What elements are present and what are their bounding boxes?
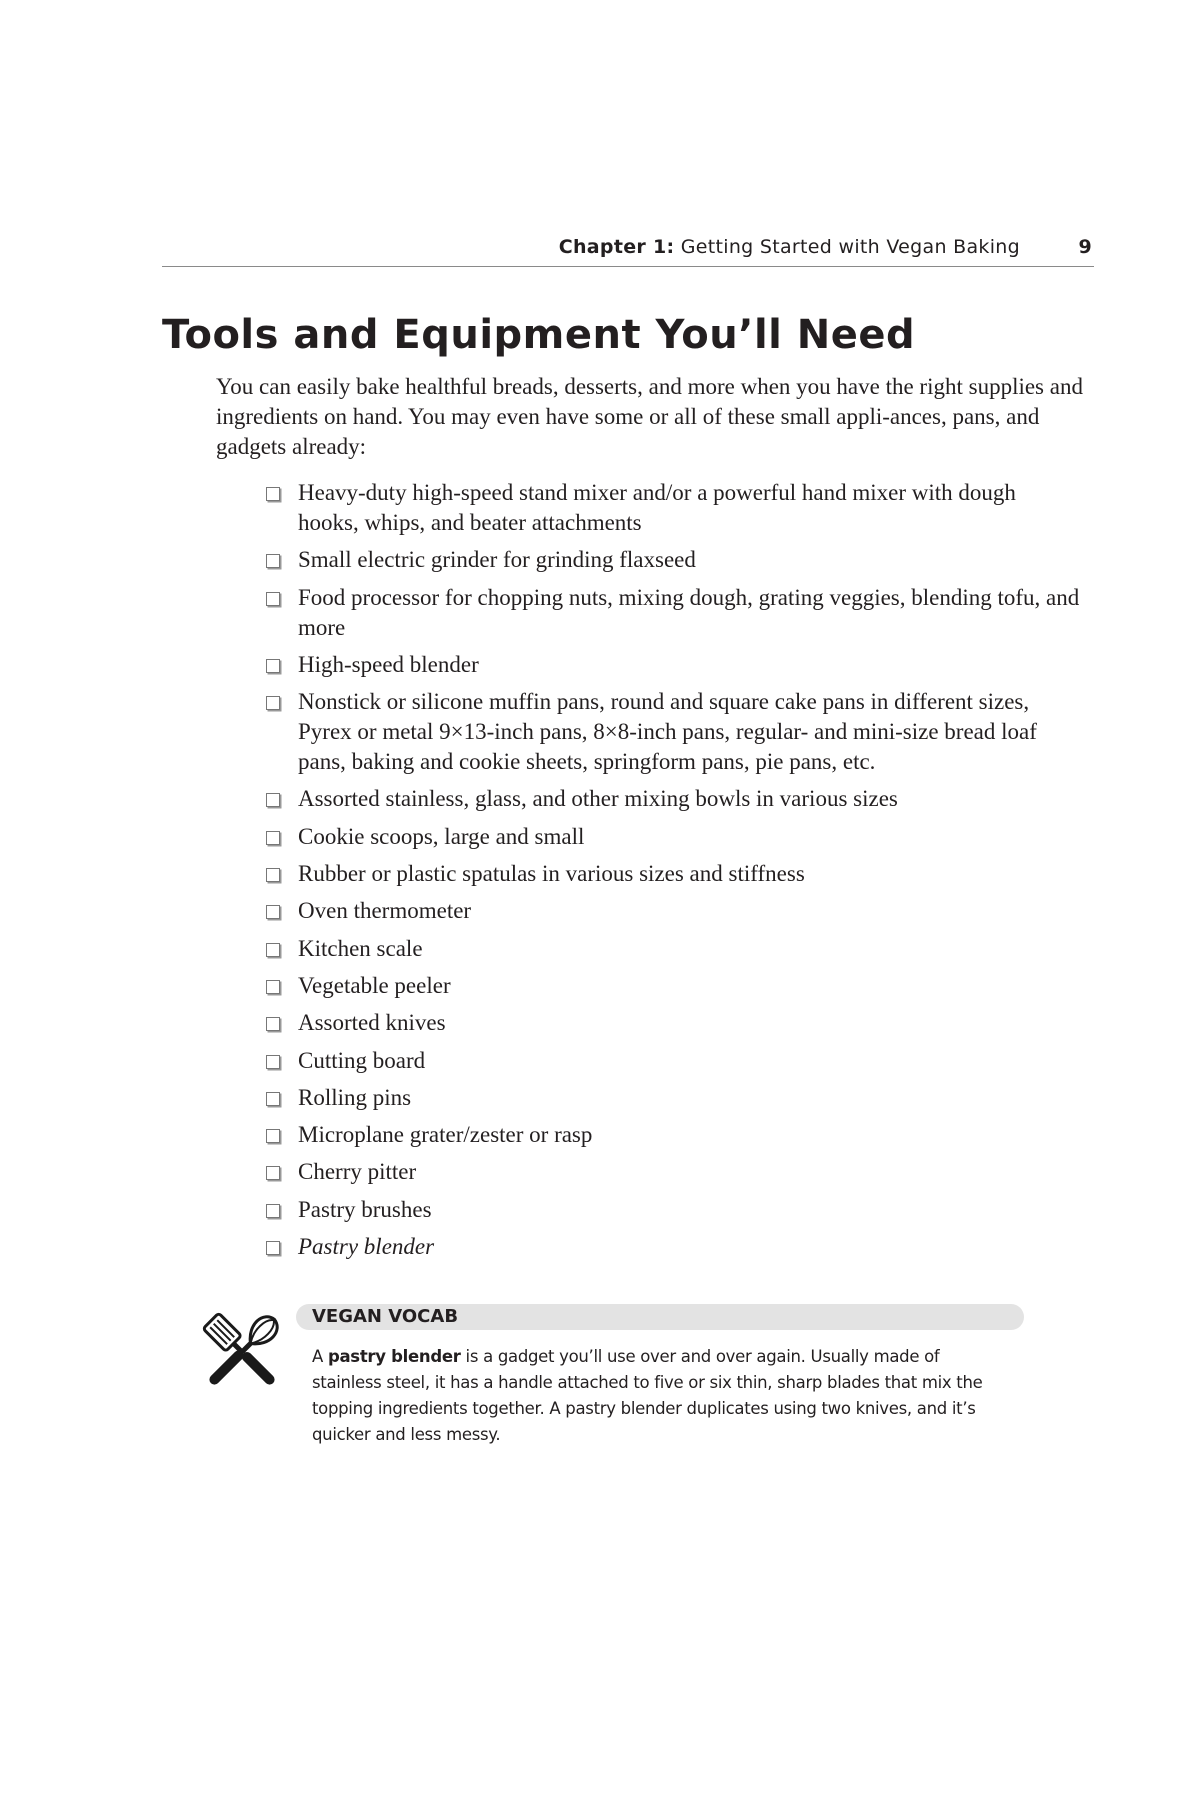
- running-head-text: [559, 236, 1020, 258]
- checkbox-icon: [266, 905, 280, 919]
- sidebar-body: [312, 1344, 1012, 1448]
- checkbox-icon: [266, 592, 280, 606]
- checkbox-icon: [266, 1129, 280, 1143]
- checkbox-icon: [266, 487, 280, 501]
- list-item-text: Vegetable peeler: [298, 972, 451, 998]
- checkbox-icon: [266, 1092, 280, 1106]
- list-item: [264, 896, 1082, 926]
- list-item-text: Rubber or plastic spatulas in various sizes and stiffness: [298, 861, 805, 887]
- checkbox-icon: [266, 868, 280, 882]
- spatula-whisk-icon: [196, 1310, 288, 1394]
- checkbox-icon: [266, 793, 280, 807]
- sidebar-body-rest: is a gadget you’ll use over and over again. Usually made of stainless steel, it has a handle attached to five or six thin, sharp blades that mix the topping ingredients together. A pastry blender duplicates using two knives, and it’s quicker and less messy.: [312, 1347, 983, 1444]
- intro-paragraph: You can easily bake healthful breads, desserts, and more when you have the right supplies and ingredients on hand. You may even have some or all of these small appli-ances, pans, and gadgets already:: [216, 374, 1083, 459]
- sidebar-term: pastry blender: [327, 1347, 461, 1366]
- list-item-text: Small electric grinder for grinding flaxseed: [298, 547, 696, 573]
- checkbox-icon: [266, 696, 280, 710]
- list-item: [264, 784, 1082, 814]
- list-item: [264, 687, 1082, 777]
- list-item-text: Assorted knives: [298, 1010, 446, 1036]
- list-item: [264, 650, 1082, 680]
- list-item-text: Pastry blender: [298, 1234, 435, 1260]
- checkbox-icon: [266, 943, 280, 957]
- list-item: [264, 583, 1082, 643]
- list-item-text: Kitchen scale: [298, 935, 423, 961]
- list-item: [264, 1008, 1082, 1038]
- list-item-text: Assorted stainless, glass, and other mixing bowls in various sizes: [298, 786, 898, 812]
- list-item-text: Oven thermometer: [298, 898, 472, 924]
- list-item: [264, 1232, 1082, 1262]
- checkbox-icon: [266, 1241, 280, 1255]
- checkbox-icon: [266, 659, 280, 673]
- chapter-label: Chapter 1:: [558, 236, 675, 258]
- list-item: [264, 971, 1082, 1001]
- list-item: [264, 1083, 1082, 1113]
- list-item: [264, 1157, 1082, 1187]
- list-item: [264, 545, 1082, 575]
- equipment-checklist: [264, 478, 1082, 1269]
- page-number: 9: [1078, 236, 1092, 258]
- list-item: [264, 859, 1082, 889]
- list-item-text: Heavy-duty high-speed stand mixer and/or a powerful hand mixer with dough hooks, whips, and beater attachments: [298, 480, 1016, 535]
- checkbox-icon: [266, 1017, 280, 1031]
- list-item-text: High-speed blender: [298, 651, 479, 677]
- checkbox-icon: [266, 1055, 280, 1069]
- list-item: [264, 934, 1082, 964]
- sidebar-title: VEGAN VOCAB: [312, 1306, 459, 1327]
- list-item-text: Cutting board: [298, 1047, 426, 1073]
- checkbox-icon: [266, 980, 280, 994]
- list-item-text: Microplane grater/zester or rasp: [298, 1122, 593, 1148]
- list-item: [264, 1120, 1082, 1150]
- sidebar-body-prefix: A: [312, 1347, 323, 1366]
- list-item: [264, 1046, 1082, 1076]
- list-item: [264, 1195, 1082, 1225]
- list-item: [264, 822, 1082, 852]
- list-item-text: Cherry pitter: [298, 1159, 417, 1185]
- list-item-text: Cookie scoops, large and small: [298, 823, 585, 849]
- section-title: Tools and Equipment You’ll Need: [162, 312, 916, 358]
- list-item-text: Food processor for chopping nuts, mixing dough, grating veggies, blending tofu, and more: [298, 584, 1080, 640]
- running-head: [162, 234, 1094, 267]
- checkbox-icon: [266, 1204, 280, 1218]
- checkbox-icon: [266, 554, 280, 568]
- checkbox-icon: [266, 831, 280, 845]
- chapter-title: Getting Started with Vegan Baking: [680, 236, 1020, 258]
- checkbox-icon: [266, 1166, 280, 1180]
- list-item-text: Pastry brushes: [298, 1196, 432, 1222]
- list-item-text: Rolling pins: [298, 1084, 412, 1110]
- list-item-text: Nonstick or silicone muffin pans, round and square cake pans in different sizes, Pyrex or metal 9×13-inch pans, 8×8-inch pans, regular- and mini-size bread loaf pans, baking and cookie sheets, springform pans, pie pans, etc.: [298, 689, 1037, 775]
- list-item: [264, 478, 1082, 538]
